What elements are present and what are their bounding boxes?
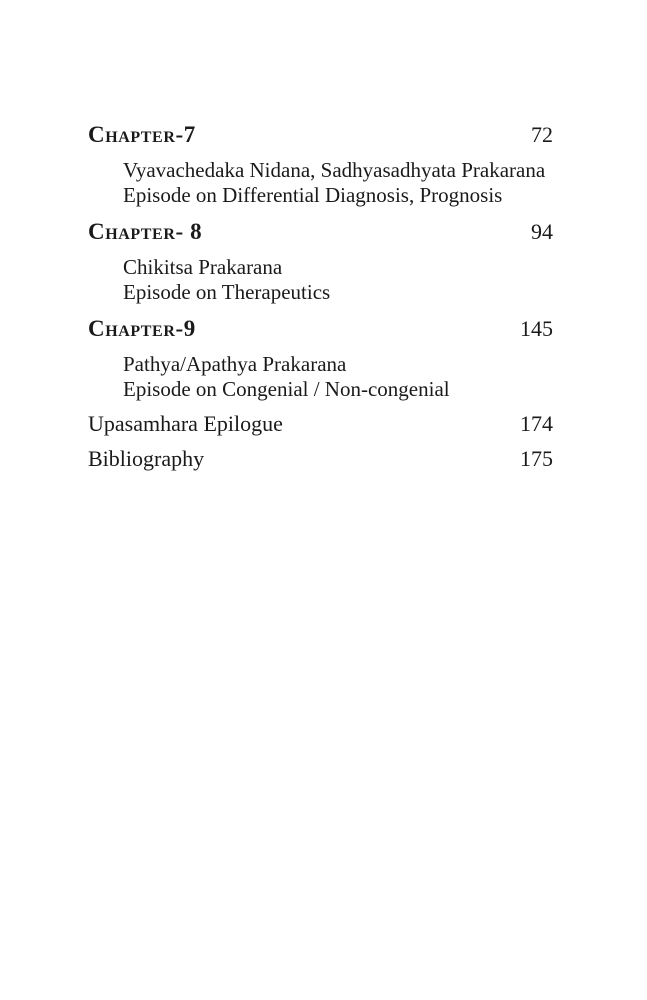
chapter-title: Chapter- 8 (88, 219, 203, 244)
chapter-subtitles (123, 255, 553, 305)
toc-entry-epilogue (88, 411, 553, 437)
chapter-heading-row (88, 316, 553, 342)
table-of-contents (88, 122, 553, 472)
chapter-heading-row (88, 219, 553, 245)
chapter-heading-row (88, 122, 553, 148)
chapter-subtitle-translation: Episode on Therapeutics (123, 280, 331, 304)
chapter-page-number: 72 (531, 122, 553, 147)
toc-entry-bibliography (88, 446, 553, 472)
chapter-subtitle-translation: Episode on Differential Diagnosis, Prognosis (123, 183, 503, 207)
chapter-title: Chapter-7 (88, 122, 196, 147)
chapter-subtitles (123, 158, 553, 208)
section-title: Upasamhara Epilogue (88, 411, 283, 436)
chapter-subtitle-transliteration: Vyavachedaka Nidana, Sadhyasadhyata Prakarana (123, 158, 546, 182)
chapter-subtitle-transliteration: Pathya/Apathya Prakarana (123, 352, 347, 376)
chapter-page-number: 145 (520, 316, 553, 341)
toc-entry-chapter-8 (88, 219, 553, 305)
chapter-subtitle-translation: Episode on Congenial / Non-congenial (123, 377, 450, 401)
toc-entry-chapter-7 (88, 122, 553, 208)
section-title: Bibliography (88, 446, 205, 471)
section-page-number: 175 (520, 446, 553, 471)
section-page-number: 174 (520, 411, 553, 436)
chapter-subtitle-transliteration: Chikitsa Prakarana (123, 255, 283, 279)
chapter-page-number: 94 (531, 219, 553, 244)
toc-entry-chapter-9 (88, 316, 553, 402)
chapter-subtitles (123, 352, 553, 402)
chapter-title: Chapter-9 (88, 316, 196, 341)
